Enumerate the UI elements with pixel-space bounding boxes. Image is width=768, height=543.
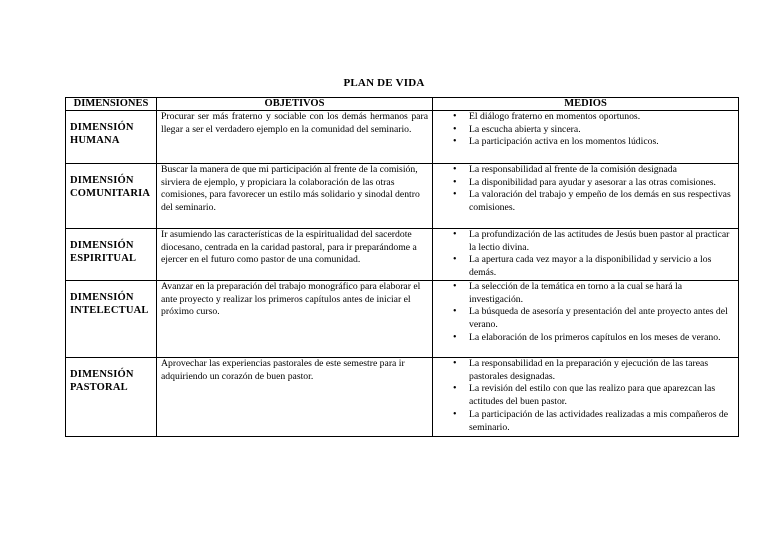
dimension-name: COMUNITARIA — [70, 188, 151, 199]
medio-item: • La escucha abierta y sincera. — [469, 124, 732, 137]
dimension-cell — [66, 358, 157, 437]
dimension-name: PASTORAL — [70, 382, 128, 393]
objetivo-cell: Ir asumiendo las características de la espiritualidad del sacerdote diocesano, centrada en la caridad pastoral, para ir preparándome a ejercer en el futuro como pastor de una comunidad. — [157, 229, 433, 281]
dimension-name: HUMANA — [70, 135, 120, 146]
medios-cell — [433, 358, 739, 437]
plan-de-vida-table — [65, 97, 739, 437]
dimension-name: ESPIRITUAL — [70, 253, 137, 264]
table-row-comunitaria — [66, 164, 739, 229]
objetivo-cell: Aprovechar las experiencias pastorales de este semestre para ir adquiriendo un corazón de buen pastor. — [157, 358, 433, 437]
medio-item: • La profundización de las actitudes de Jesús buen pastor al practicar la lectio divina. — [469, 229, 732, 254]
objetivo-cell: Procurar ser más fraterno y sociable con los demás hermanos para llegar a ser el verdadero ejemplo en la comunidad del seminario. — [157, 111, 433, 164]
objetivo-cell: Buscar la manera de que mi participación al frente de la comisión, sirviera de ejemplo, y propiciara la colaboración de las otras comisiones, para favorecer un estilo más solidario y sinodal dentro del seminario. — [157, 164, 433, 229]
header-objetivos: OBJETIVOS — [157, 98, 433, 111]
medio-item: • El diálogo fraterno en momentos oportunos. — [469, 111, 732, 124]
table-header-row — [66, 98, 739, 111]
dimension-label: DIMENSIÓN — [70, 240, 134, 251]
medio-item: • La participación activa en los momentos lúdicos. — [469, 136, 732, 149]
medios-list — [433, 229, 732, 280]
medio-item: • La participación de las actividades realizadas a mis compañeros de seminario. — [469, 409, 732, 434]
medios-list — [433, 164, 732, 215]
medio-item: • La revisión del estilo con que las realizo para que aparezcan las actitudes del buen pastor. — [469, 383, 732, 408]
header-medios: MEDIOS — [433, 98, 739, 111]
medio-item: • La valoración del trabajo y empeño de los demás en sus respectivas comisiones. — [469, 189, 732, 214]
objetivo-cell: Avanzar en la preparación del trabajo monográfico para elaborar el ante proyecto y realizar los primeros capítulos antes de iniciar el próximo curso. — [157, 281, 433, 358]
dimension-label: DIMENSIÓN — [70, 122, 134, 133]
dimension-label: DIMENSIÓN — [70, 292, 134, 303]
medio-item: • La apertura cada vez mayor a la disponibilidad y servicio a los demás. — [469, 254, 732, 279]
medio-item: • La búsqueda de asesoría y presentación del ante proyecto antes del verano. — [469, 306, 732, 331]
medios-cell — [433, 281, 739, 358]
medio-item: • La responsabilidad en la preparación y ejecución de las tareas pastorales designadas. — [469, 358, 732, 383]
table-row-espiritual — [66, 229, 739, 281]
header-dimensiones: DIMENSIONES — [66, 98, 157, 111]
table-row-intelectual — [66, 281, 739, 358]
medios-cell — [433, 229, 739, 281]
medios-list — [433, 358, 732, 434]
medio-item: • La selección de la temática en torno a la cual se hará la investigación. — [469, 281, 732, 306]
table-row-pastoral — [66, 358, 739, 437]
medio-item: • La elaboración de los primeros capítulos en los meses de verano. — [469, 332, 732, 345]
dimension-label: DIMENSIÓN — [70, 369, 134, 380]
dimension-cell — [66, 164, 157, 229]
medios-list — [433, 111, 732, 149]
dimension-cell — [66, 111, 157, 164]
dimension-name: INTELECTUAL — [70, 305, 149, 316]
dimension-cell — [66, 281, 157, 358]
medio-item: • La disponibilidad para ayudar y asesorar a las otras comisiones. — [469, 177, 732, 190]
table-row-humana — [66, 111, 739, 164]
medios-cell — [433, 111, 739, 164]
medios-cell — [433, 164, 739, 229]
dimension-cell — [66, 229, 157, 281]
page-title: PLAN DE VIDA — [343, 77, 425, 89]
medio-item: • La responsabilidad al frente de la comisión designada — [469, 164, 732, 177]
medios-list — [433, 281, 732, 345]
dimension-label: DIMENSIÓN — [70, 175, 134, 186]
